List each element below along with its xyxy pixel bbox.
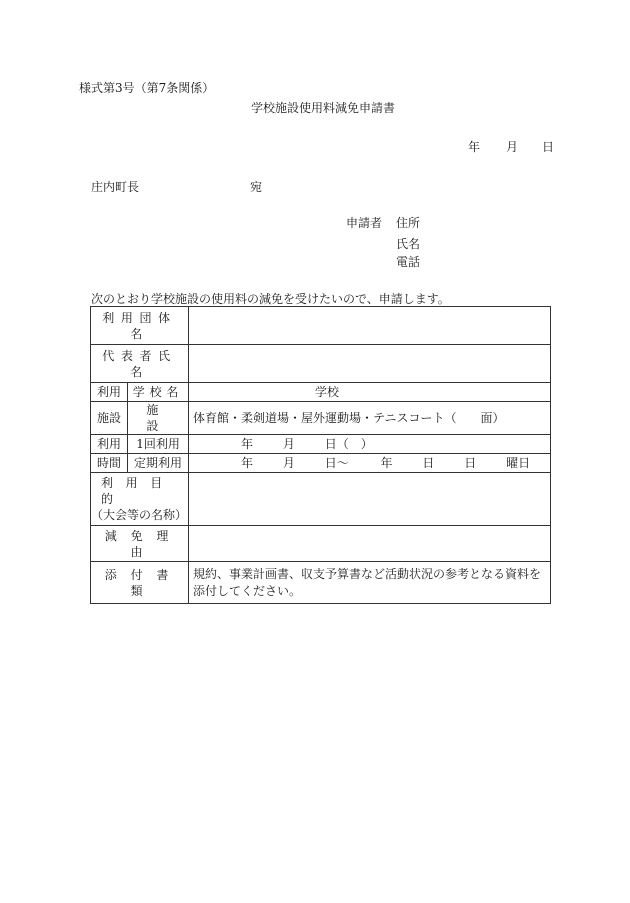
representative-label: 代表者氏名 — [91, 345, 189, 383]
org-name-label: 利用団体名 — [91, 307, 189, 345]
single-use-field[interactable] — [189, 435, 551, 454]
facility-label: 施設 — [128, 402, 189, 435]
row-facility — [91, 402, 551, 435]
facility-group-label-2: 施設 — [91, 402, 128, 435]
regular-use-weekday: 曜日 — [506, 456, 531, 470]
regular-use-month: 月 — [282, 456, 295, 470]
row-school-name — [91, 383, 551, 402]
applicant-phone-label: 電話 — [396, 255, 421, 269]
single-use-year: 年 — [241, 437, 254, 451]
reason-label: 減免理由 — [91, 526, 189, 562]
single-use-label: 1回利用 — [128, 435, 189, 454]
regular-use-year-2: 年 — [380, 456, 393, 470]
single-use-month: 月 — [282, 437, 295, 451]
school-suffix: 学校 — [315, 385, 340, 399]
regular-use-day-1: 日 — [422, 456, 435, 470]
attachments-label: 添付書類 — [91, 562, 189, 604]
org-name-field[interactable] — [189, 307, 551, 345]
facility-group-label-1: 利用 — [91, 383, 128, 402]
row-attachments — [91, 562, 551, 604]
row-representative — [91, 345, 551, 383]
period-group-label-2: 時間 — [91, 454, 128, 473]
application-table — [90, 306, 551, 604]
regular-use-year: 年 — [241, 456, 254, 470]
school-name-label: 学校名 — [128, 383, 189, 402]
applicant-label: 申請者 — [346, 216, 383, 230]
form-number: 様式第3号（第7条関係） — [79, 81, 215, 95]
regular-use-field[interactable] — [189, 454, 551, 473]
applicant-name-label: 氏名 — [396, 237, 421, 251]
regular-use-day-2: 日 — [464, 456, 477, 470]
intro-text: 次のとおり学校施設の使用料の減免を受けたいので、申請します。 — [91, 292, 450, 306]
school-name-field[interactable] — [189, 383, 551, 402]
purpose-label: 利用目的 — [101, 476, 175, 506]
purpose-field[interactable] — [189, 473, 551, 526]
row-regular-use — [91, 454, 551, 473]
addressee-suffix: 宛 — [250, 180, 263, 194]
reason-field[interactable] — [189, 526, 551, 562]
regular-use-day-from: 日～ — [324, 456, 349, 470]
row-purpose — [91, 473, 551, 526]
row-reason — [91, 526, 551, 562]
attachments-note-line-1: 規約、事業計画書、収支予算書など活動状況の参考となる資料を — [193, 566, 542, 581]
addressee-name: 庄内町長 — [91, 180, 140, 194]
regular-use-label: 定期利用 — [128, 454, 189, 473]
applicant-address-label: 住所 — [396, 216, 421, 230]
period-group-label-1: 利用 — [91, 435, 128, 454]
single-use-day: 日（ ） — [324, 437, 373, 451]
attachments-note-line-2: 添付してください。 — [193, 583, 302, 598]
document-title: 学校施設使用料減免申請書 — [251, 101, 396, 115]
row-org-name — [91, 307, 551, 345]
attachments-note — [189, 562, 551, 604]
date-month-label: 月 — [506, 140, 519, 154]
date-year-label: 年 — [468, 140, 481, 154]
purpose-sub-label: （大会等の名称） — [91, 508, 188, 522]
date-day-label: 日 — [542, 140, 555, 154]
purpose-label-cell — [91, 473, 189, 526]
facility-options[interactable]: 体育館・柔剣道場・屋外運動場・テニスコート（ 面） — [189, 402, 551, 435]
row-single-use — [91, 435, 551, 454]
representative-field[interactable] — [189, 345, 551, 383]
